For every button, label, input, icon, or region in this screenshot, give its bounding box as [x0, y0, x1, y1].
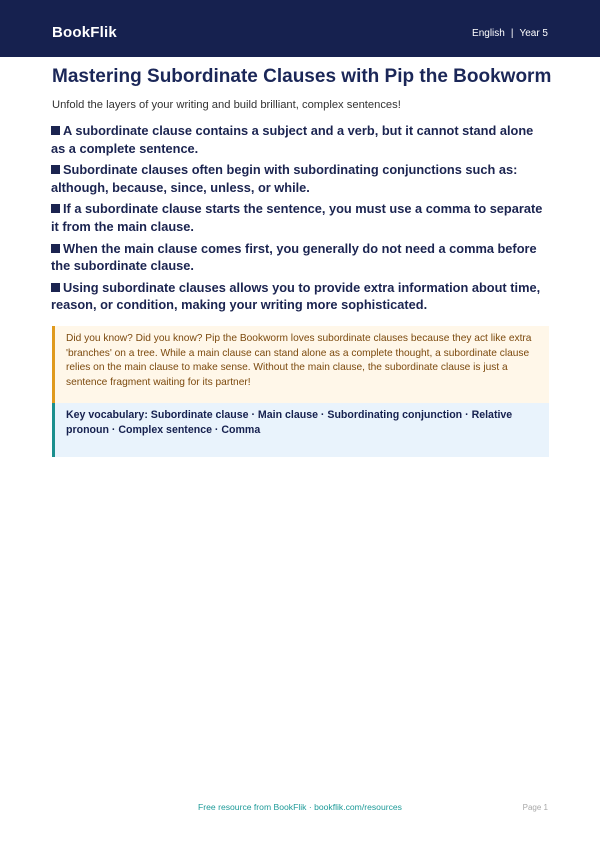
key-vocabulary-box: Key vocabulary: Subordinate clause · Main clause · Subordinating conjunction · Relative pronoun · Complex sentence · Comma	[52, 403, 549, 457]
page-number: Page 1	[522, 803, 548, 812]
key-point	[51, 200, 551, 235]
year-label: Year 5	[519, 28, 548, 39]
key-point-text: When the main clause comes first, you generally do not need a comma before the subordinate clause.	[51, 240, 537, 274]
key-points-list	[51, 122, 551, 318]
footer-credit-link[interactable]: Free resource from BookFlik · bookflik.com/resources	[198, 802, 402, 812]
key-point	[51, 240, 551, 275]
page-title: Mastering Subordinate Clauses with Pip the Bookworm	[52, 66, 552, 87]
brand-logo-text: BookFlik	[52, 24, 117, 41]
key-point	[51, 161, 551, 196]
key-point	[51, 122, 551, 157]
subject-label: English	[472, 28, 505, 39]
bullet-square-icon	[51, 204, 60, 213]
page-header	[0, 0, 600, 57]
header-separator: |	[510, 28, 514, 39]
key-point-text: Subordinate clauses often begin with subordinating conjunctions such as: although, because, since, unless, or while.	[51, 162, 518, 195]
did-you-know-callout: Did you know? Did you know? Pip the Bookworm loves subordinate clauses because they act like extra 'branches' on a tree. While a main clause can stand alone as a complete thought, a subordinate clause relies on the main clause to make sense. Without the main clause, the subordinate clause is just a sentence fragment waiting for its partner!	[52, 326, 549, 403]
key-point-text: If a subordinate clause starts the sentence, you must use a comma to separate it from the main clause.	[51, 201, 543, 234]
bullet-square-icon	[51, 283, 60, 292]
page-subtitle: Unfold the layers of your writing and build brilliant, complex sentences!	[52, 99, 401, 111]
bullet-square-icon	[51, 165, 60, 174]
key-point-text: Using subordinate clauses allows you to provide extra information about time, reason, or condition, making your writing more sophisticated.	[51, 279, 541, 313]
bullet-square-icon	[51, 126, 60, 135]
key-point-text: A subordinate clause contains a subject and a verb, but it cannot stand alone as a complete sentence.	[51, 123, 534, 156]
bullet-square-icon	[51, 244, 60, 253]
key-point	[51, 279, 551, 314]
header-meta	[472, 28, 548, 39]
